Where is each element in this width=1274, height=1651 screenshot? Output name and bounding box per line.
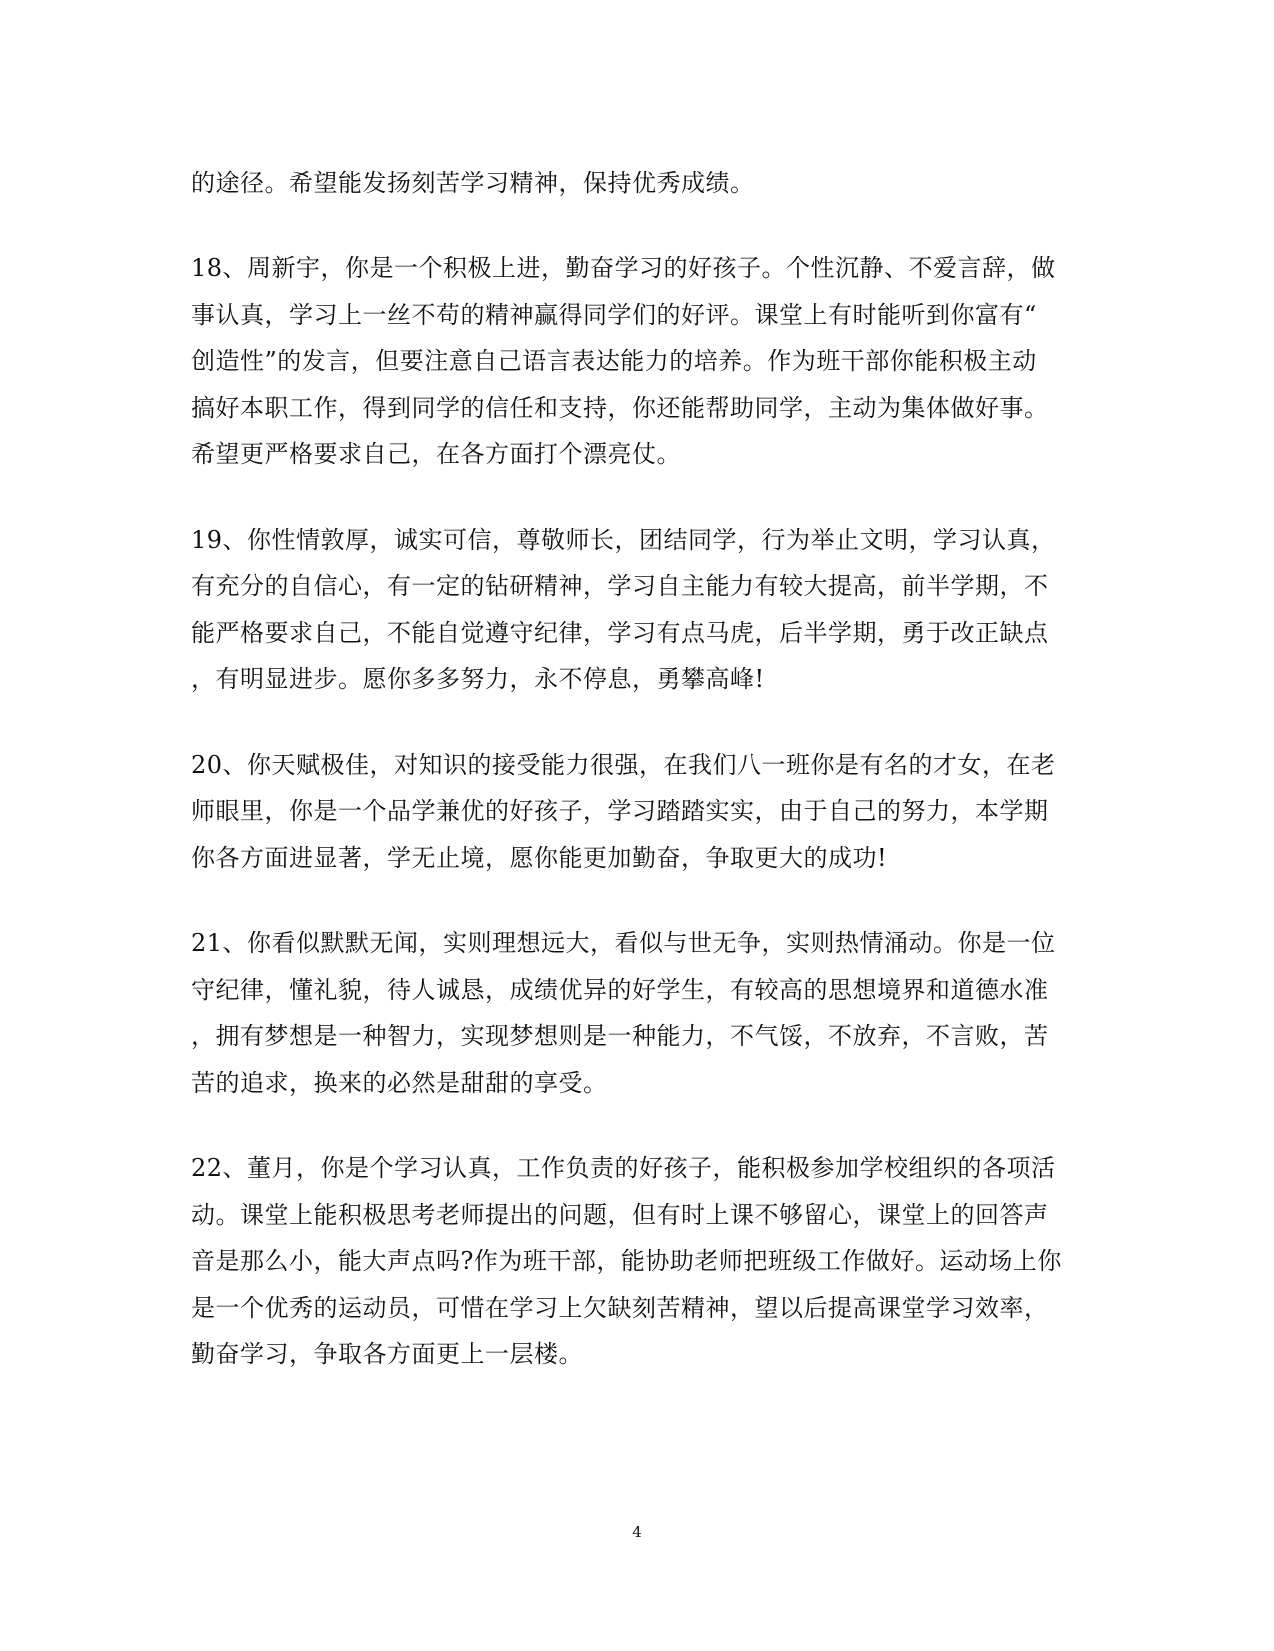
text-line: 有充分的自信心，有一定的钻研精神，学习自主能力有较大提高，前半学期，不 <box>191 572 1049 600</box>
text-line: 19、你性情敦厚，诚实可信，尊敬师长，团结同学，行为举止文明，学习认真， <box>191 526 1056 554</box>
text-line: 21、你看似默默无闻，实则理想远大，看似与世无争，实则热情涌动。你是一位 <box>191 929 1056 957</box>
text-line: 的途径。希望能发扬刻苦学习精神，保持优秀成绩。 <box>191 169 755 197</box>
text-line: ，有明显进步。愿你多多努力，永不停息，勇攀高峰! <box>191 665 765 693</box>
text-line: 创造性”的发言，但要注意自己语言表达能力的培养。作为班干部你能积极主动 <box>191 347 1037 375</box>
text-line: 18、周新宇，你是一个积极上进，勤奋学习的好孩子。个性沉静、不爱言辞，做 <box>191 254 1056 282</box>
text-line: 22、董月，你是个学习认真，工作负责的好孩子，能积极参加学校组织的各项活 <box>191 1154 1056 1182</box>
text-line: ，拥有梦想是一种智力，实现梦想则是一种能力，不气馁，不放弃，不言败，苦 <box>191 1022 1049 1050</box>
text-line: 守纪律，懂礼貌，待人诚恳，成绩优异的好学生，有较高的思想境界和道德水准 <box>191 976 1049 1004</box>
text-line: 希望更严格要求自己，在各方面打个漂亮仗。 <box>191 440 681 468</box>
text-line: 搞好本职工作，得到同学的信任和支持，你还能帮助同学，主动为集体做好事。 <box>191 394 1049 422</box>
text-line: 音是那么小，能大声点吗?作为班干部，能协助老师把班级工作做好。运动场上你 <box>191 1247 1062 1275</box>
text-line: 20、你天赋极佳，对知识的接受能力很强，在我们八一班你是有名的才女，在老 <box>191 751 1056 779</box>
text-line: 是一个优秀的运动员，可惜在学习上欠缺刻苦精神，望以后提高课堂学习效率， <box>191 1294 1049 1322</box>
text-line: 勤奋学习，争取各方面更上一层楼。 <box>191 1340 583 1368</box>
text-line: 师眼里，你是一个品学兼优的好孩子，学习踏踏实实，由于自己的努力，本学期 <box>191 797 1049 825</box>
text-line: 能严格要求自己，不能自觉遵守纪律，学习有点马虎，后半学期，勇于改正缺点 <box>191 619 1049 647</box>
page-number: 4 <box>632 1523 642 1541</box>
text-line: 你各方面进显著，学无止境，愿你能更加勤奋，争取更大的成功! <box>191 844 888 872</box>
text-line: 动。课堂上能积极思考老师提出的问题，但有时上课不够留心，课堂上的回答声 <box>191 1201 1049 1229</box>
text-line: 事认真，学习上一丝不苟的精神赢得同学们的好评。课堂上有时能听到你富有“ <box>191 301 1037 329</box>
text-line: 苦的追求，换来的必然是甜甜的享受。 <box>191 1069 608 1097</box>
